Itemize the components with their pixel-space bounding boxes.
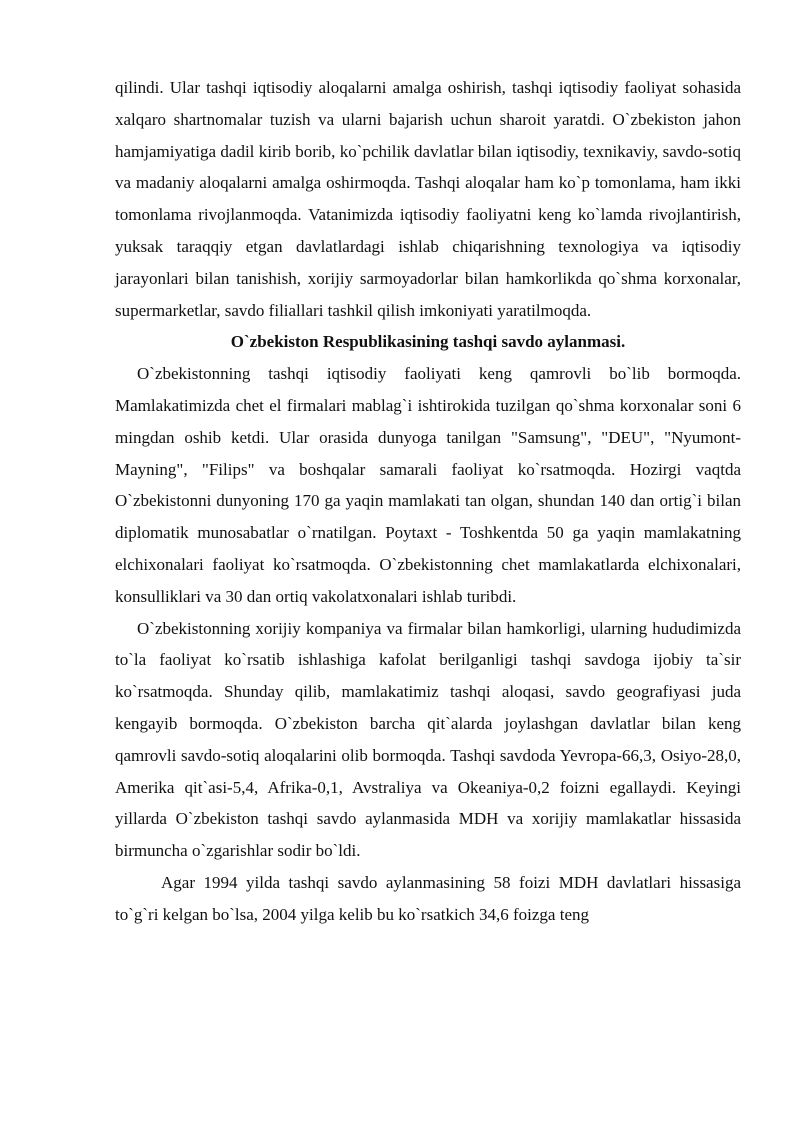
paragraph-foreign-activity: O`zbekistonning tashqi iqtisodiy faoliyati keng qamrovli bo`lib bormoqda. Mamlakatimizda chet el firmalari mablag`i ishtirokida tuzilgan qo`shma korxonalar soni 6 mingdan oshib ketdi. Ular orasida dunyoga tanilgan "Samsung", "DEU", "Nyumont-Mayning", "Filips" va boshqalar samarali faoliyat ko`rsatmoqda. Hozirgi vaqtda O`zbekistonni dunyoning 170 ga yaqin mamlakati tan olgan, shundan 140 dan ortig`i bilan diplomatik munosabatlar o`rnatilgan. Poytaxt - Toshkentda 50 ga yaqin mamlakatning elchixonalari faoliyat ko`rsatmoqda. O`zbekistonning chet mamlakatlarda elchixonalari, konsulliklari va 30 dan ortiq vakolatxonalari ishlab turibdi. bbox=[115, 364, 741, 606]
document-page bbox=[115, 72, 741, 931]
paragraph-intro: qilindi. Ular tashqi iqtisodiy aloqalarni amalga oshirish, tashqi iqtisodiy faoliyat sohasida xalqaro shartnomalar tuzish va ularni bajarish uchun sharoit yaratdi. O`zbekiston jahon hamjamiyatiga dadil kirib borib, ko`pchilik davlatlar bilan iqtisodiy, texnikaviy, savdo-sotiq va madaniy aloqalarni amalga oshirmoqda. Tashqi aloqalar ham ko`p tomonlama, ham ikki tomonlama rivojlanmoqda. Vatanimizda iqtisodiy faoliyatni keng ko`lamda rivojlantirish, yuksak taraqqiy etgan davlatlardagi ishlab chiqarishning texnologiya va iqtisodiy jarayonlari bilan tanishish, xorijiy sarmoyadorlar bilan hamkorlikda qo`shma korxonalar, supermarketlar, savdo filiallari tashkil qilish imkoniyati yaratilmoqda. bbox=[115, 78, 741, 320]
paragraph-trade-geography: O`zbekistonning xorijiy kompaniya va firmalar bilan hamkorligi, ularning hududimizda to`la faoliyat ko`rsatib ishlashiga kafolat berilganligi tashqi savdoga ijobiy ta`sir ko`rsatmoqda. Shunday qilib, mamlakatimiz tashqi aloqasi, savdo geografiyasi juda kengayib bormoqda. O`zbekiston barcha qit`alarda joylashgan davlatlar bilan keng qamrovli savdo-sotiq aloqalarini olib bormoqda. Tashqi savdoda Yevropa-66,3, Osiyo-28,0, Amerika qit`asi-5,4, Afrika-0,1, Avstraliya va Okeaniya-0,2 foizni egallaydi. Keyingi yillarda O`zbekiston tashqi savdo aylanmasida MDH va xorijiy mamlakatlar hissasida birmuncha o`zgarishlar sodir bo`ldi. bbox=[115, 618, 741, 861]
paragraph-trade-turnover: Agar 1994 yilda tashqi savdo aylanmasining 58 foizi MDH davlatlari hissasiga to`g`ri kelgan bo`lsa, 2004 yilga kelib bu ko`rsatkich 34,6 foizga teng bbox=[115, 872, 741, 924]
section-heading: O`zbekiston Respublikasining tashqi savdo aylanmasi. bbox=[230, 332, 626, 352]
